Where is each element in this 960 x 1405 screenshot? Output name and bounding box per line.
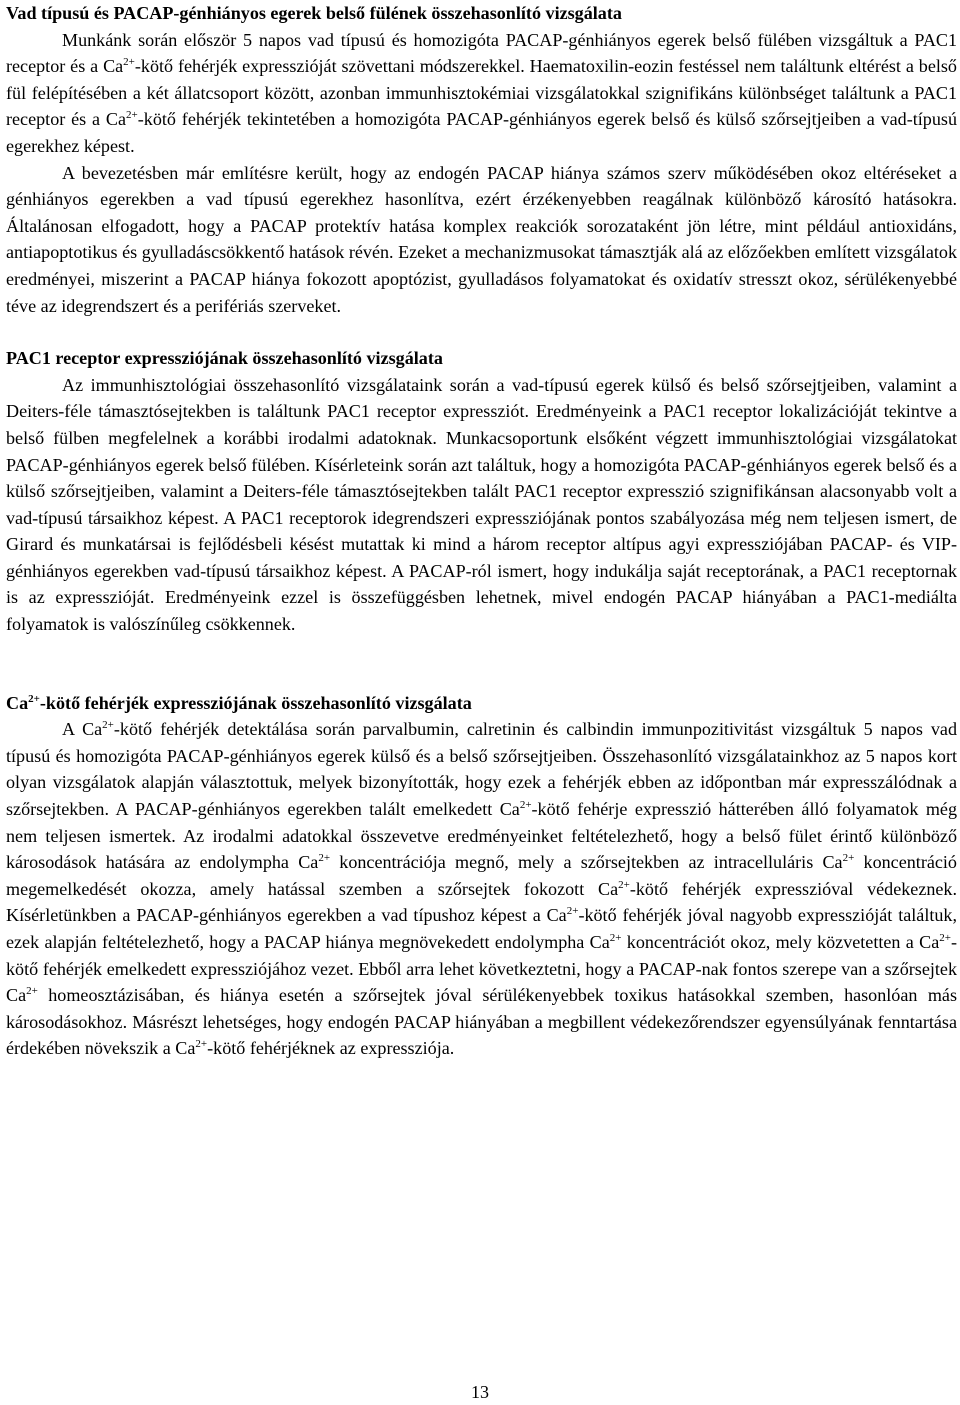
superscript: 2+ [195, 1038, 208, 1051]
document-page [6, 0, 957, 1062]
superscript: 2+ [123, 56, 135, 69]
superscript: 2+ [318, 852, 331, 865]
paragraph: A $Ca^{2+}$-kötő fehérjék detektálása során parvalbumin, calretinin és calbindin immunpozitivitást vizsgáltuk 5 napos vad típusú és homozigóta PACAP-génhiányos egerek külső és a belső szőrsejtjeiben. Összehasonlító vizsgálatainkhoz az 5 napos kort olyan vizsgálatok alapján választottuk, melyek bizonyították, hogy ezek a fehérjék ebben az időpontban már expresszálódnak a szőrsejtekben. A PACAP-génhiányos egerekben talált emelkedett $Ca^{2+}$-kötő fehérje expresszió hátterében álló folyamatok még nem teljesen ismertek. Az irodalmi adatokkal összevetve eredményeinket feltételezhető, hogy a belső fület érintő különböző károsodások hatására az endolympha $Ca^{2+}$ koncentrációja megnő, mely a szőrsejtekben az intracelluláris $Ca^{2+}$ koncentráció megemelkedését okozza, amely hatással szemben a szőrsejtek fokozott $Ca^{2+}$-kötő fehérjék expresszióval védekeznek. Kísérletünkben a PACAP-génhiányos egerekben a vad típushoz képest a $Ca^{2+}$-kötő fehérjék jóval nagyobb expresszióját találtuk, ezek alapján feltételezhető, hogy a PACAP hiánya megnövekedett endolympha $Ca^{2+}$ koncentrációt okoz, mely közvetetten a $Ca^{2+}$-kötő fehérjék emelkedett expressziójához vezet. Ebből arra lehet következtetni, hogy a PACAP-nak fontos szerepe van a szőrsejtek $Ca^{2+}$ homeosztázisában, és hiánya esetén a szőrsejtek jóval sérülékenyebbek toxikus hatásokkal szemben, hasonlóan más károsodásokhoz. Másrészt lehetséges, hogy endogén PACAP hiányában a megbillent védekezőrendszer egyensúlyának fenntartása érdekében növekszik a $Ca^{2+}$-kötő fehérjéknek az expressziója. [6, 719, 958, 1059]
superscript: 2+ [102, 719, 114, 732]
superscript: 2+ [618, 878, 630, 891]
paragraph: Az immunhisztológiai összehasonlító vizsgálataink során a vad-típusú egerek külső és belső szőrsejtjeiben, valamint a Deiters-féle támasztósejtekben is találtunk PAC1 receptor expressziót. Eredményeink a PAC1 receptor lokalizációját tekintve a belső fülben megfelelnek a korábbi irodalmi adatoknak. Munkacsoportunk elsőként végzett immunhisztológiai vizsgálatokat PACAP-génhiányos egerek belső fülében. Kísérleteink során azt találtuk, hogy a homozigóta PACAP-génhiányos egerek belső és a külső szőrsejtjeiben, valamint a Deiters-féle támasztósejtekben talált PAC1 receptor expresszió szignifikánsan alacsonyabb volt a vad-típusú társaikhoz képest. A PAC1 receptorok idegrendszeri expressziójának pontos szabályozása még nem teljesen ismert, de Girard és munkatársai is fejlődésbeli késést mutattak ki mind a három receptor altípus agyi expressziójában PACAP- és VIP-génhiányos egerekben vad-típusú társaikhoz képest. A PACAP-ról ismert, hogy indukálja saját receptorának, a PAC1 receptornak is az expresszióját. Eredményeink ezzel is összefüggésben lehetnek, mivel endogén PACAP hiányában a PAC1-mediálta folyamatok is valószínűleg csökkennek. [6, 374, 957, 635]
section-heading-pac1-receptor: PAC1 receptor expressziójának összehasonlító vizsgálata [6, 348, 443, 369]
superscript: 2+ [842, 852, 855, 865]
paragraph: Munkánk során először 5 napos vad típusú és homozigóta PACAP-génhiányos egerek belső fülében vizsgáltuk a PAC1 receptor és a $Ca^{2+}$-kötő fehérjék expresszióját szövettani módszerekkel. Haematoxilin-eozin festéssel nem találtunk eltérést a belső fül felépítésében a két állatcsoport között, azonban immunhisztokémiai vizsgálatokkal szignifikáns különbséget találtunk a PAC1 receptor és a $Ca^{2+}$-kötő fehérjék tekintetében a homozigóta PACAP-génhiányos egerek belső és külső szőrsejtjeiben a vad-típusú egerekhez képest. [6, 29, 957, 156]
superscript: 2+ [609, 932, 622, 944]
superscript: 2+ [566, 905, 579, 918]
superscript: 2+ [26, 985, 38, 998]
superscript: 2+ [939, 932, 951, 944]
page-number: 13 [471, 1382, 489, 1402]
paragraph: A bevezetésben már említésre került, hogy az endogén PACAP hiánya számos szerv működésében okoz eltéréseket a génhiányos egerekben a vad típusú egerekhez hasonlítva, ezért érzékenyebben reagálnak különböző károsító hatásokra. Általánosan elfogadott, hogy a PACAP protektív hatása komplex reakciók sorozataként jön létre, mint például antioxidáns, antiapoptotikus és gyulladáscsökkentő hatások révén. Ezeket a mechanizmusokat támasztják alá az előzőekben említett vizsgálatok eredményei, miszerint a PACAP hiánya fokozott apoptózist, gyulladásos folyamatokat és oxidatív stresszt okoz, sérülékenyebbé téve az idegrendszert és a perifériás szerveket. [6, 162, 957, 316]
section-heading-wildtype-vs-knockout: Vad típusú és PACAP-génhiányos egerek belső fülének összehasonlító vizsgálata [6, 3, 622, 23]
superscript: 2+ [126, 109, 138, 122]
superscript: 2+ [519, 799, 532, 812]
superscript: 2+ [28, 692, 40, 705]
section-heading-calcium-binding-proteins: $Ca^{2+}$-kötő fehérjék expressziójának összehasonlító vizsgálata [6, 692, 472, 713]
